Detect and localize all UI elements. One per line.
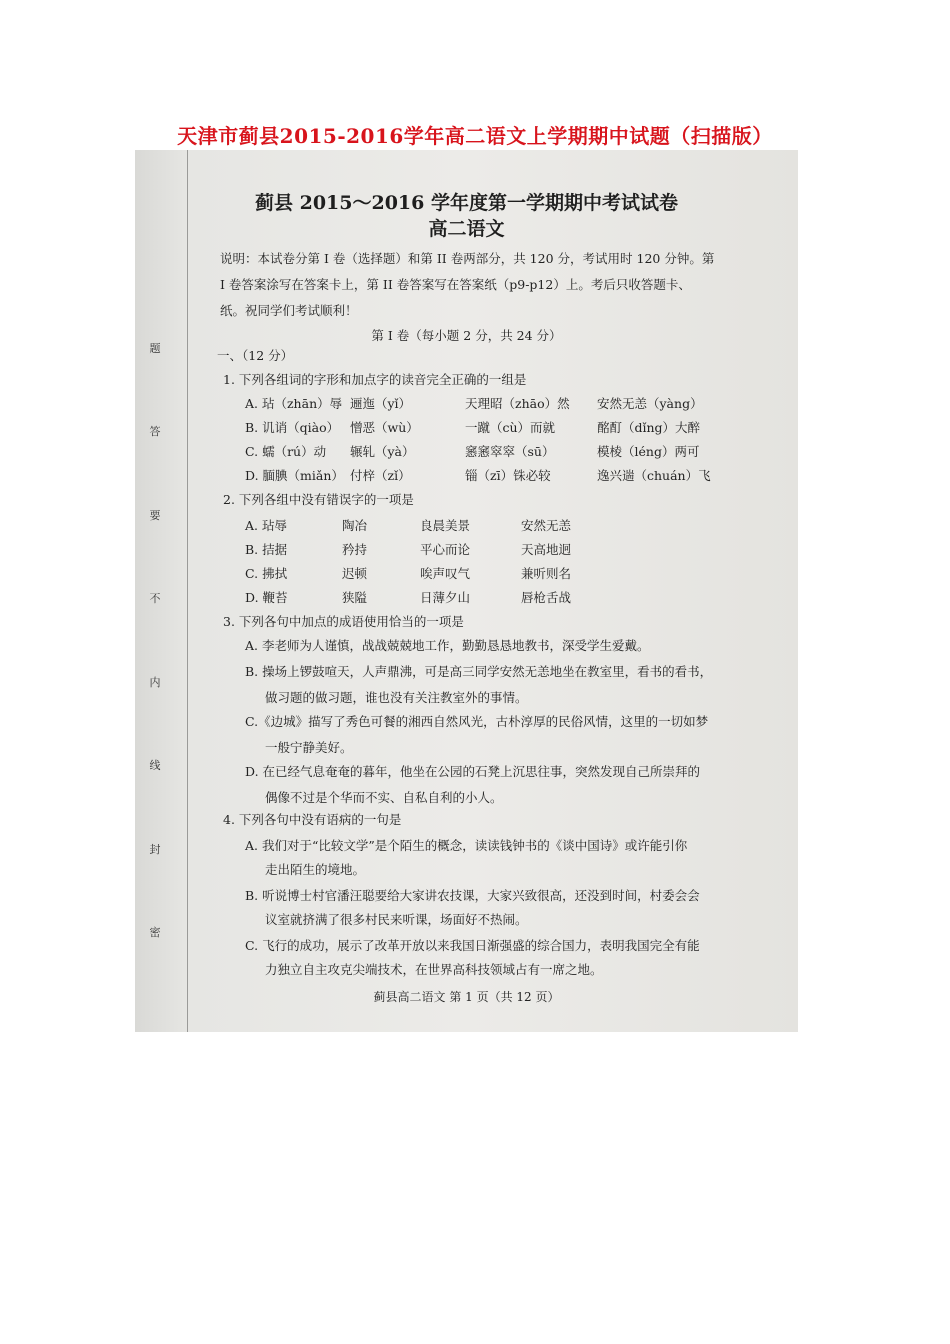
question-1-stem: 1. 下列各组词的字形和加点字的读音完全正确的一组是	[223, 372, 527, 387]
binding-word: 密	[149, 925, 161, 939]
q3-line: 做习题的做习题，谁也没有关注教室外的事情。	[265, 690, 528, 705]
q1-option-b-2: 憎恶（wù）	[350, 420, 419, 435]
binding-margin-text	[147, 340, 163, 940]
q1-option-d-3: 锱（zī）铢必较	[465, 468, 551, 483]
q1-option-c-2: 辗轧（yà）	[350, 444, 415, 459]
binding-margin-line	[187, 150, 188, 1032]
q2-option-a-2: 陶冶	[342, 518, 368, 533]
q2-option-c-4: 兼听则名	[521, 566, 572, 581]
q3-line: 偶像不过是个华而不实、自私自利的小人。	[265, 790, 503, 805]
question-3-stem: 3. 下列各句中加点的成语使用恰当的一项是	[223, 614, 464, 629]
binding-word: 封	[149, 842, 161, 856]
question-2-stem: 2. 下列各组中没有错误字的一项是	[223, 492, 414, 507]
q2-option-b-4: 天高地迥	[521, 542, 572, 557]
binding-word: 线	[149, 759, 161, 773]
binding-word: 要	[149, 508, 161, 522]
q1-option-d-4: 逸兴遄（chuán）飞	[597, 468, 711, 483]
section-heading: 第 I 卷（每小题 2 分，共 24 分）	[371, 328, 562, 343]
q3-line: B. 操场上锣鼓喧天，人声鼎沸，可是高三同学安然无恙地坐在教室里，看书的看书，	[245, 664, 713, 679]
q1-option-a-2: 逦迤（yǐ）	[350, 396, 412, 411]
q2-option-b-3: 平心而论	[420, 542, 471, 557]
part-heading: 一、（12 分）	[217, 348, 294, 363]
q2-option-b-2: 矜持	[342, 542, 368, 557]
q2-option-a-1: A. 玷辱	[245, 518, 287, 533]
q1-option-c-1: C. 蠕（rú）动	[245, 444, 327, 459]
q1-option-c-3: 窸窸窣窣（sū）	[465, 444, 555, 459]
instruction-line: 纸。祝同学们考试顺利！	[220, 303, 358, 318]
q3-line: D. 在已经气息奄奄的暮年，他坐在公园的石凳上沉思往事，突然发现自己所崇拜的	[245, 764, 701, 779]
scanned-exam-page	[135, 150, 798, 1032]
page-footer: 蓟县高二语文 第 1 页（共 12 页）	[373, 990, 560, 1004]
q4-line: A. 我们对于“比较文学”是个陌生的概念，读读钱钟书的《谈中国诗》或许能引你	[245, 838, 688, 853]
q1-option-d-1: D. 腼腆（miǎn）	[245, 468, 344, 483]
binding-word: 不	[149, 592, 161, 606]
q1-option-d-2: 付梓（zǐ）	[350, 468, 411, 483]
document-title: 天津市蓟县2015-2016学年高二语文上学期期中试题（扫描版）	[177, 124, 773, 148]
q2-option-b-1: B. 拮据	[245, 542, 288, 557]
instructions	[220, 246, 760, 324]
q1-option-b-4: 酩酊（dǐng）大醉	[597, 420, 701, 435]
q4-line: 力独立自主攻克尖端技术，在世界高科技领域占有一席之地。	[265, 962, 603, 977]
q4-line: 议室就挤满了很多村民来听课，场面好不热闹。	[265, 912, 528, 927]
q2-option-d-2: 狭隘	[342, 590, 368, 605]
q2-option-c-3: 唉声叹气	[420, 566, 471, 581]
instruction-line: 说明：本试卷分第 I 卷（选择题）和第 II 卷两部分，共 120 分，考试用时 120 分钟。第	[220, 251, 715, 266]
binding-word: 题	[149, 342, 161, 355]
q2-option-a-3: 良晨美景	[420, 518, 471, 533]
q2-option-c-1: C. 拂拭	[245, 566, 288, 581]
binding-word: 答	[149, 425, 161, 439]
q1-option-c-4: 模棱（léng）两可	[597, 444, 700, 459]
exam-subtitle: 高二语文	[428, 218, 505, 240]
q1-option-a-1: A. 玷（zhān）辱	[245, 396, 343, 411]
q3-line: A. 李老师为人谨慎，战战兢兢地工作，勤勤恳恳地教书，深受学生爱戴。	[245, 638, 650, 653]
binding-word: 内	[149, 675, 161, 689]
q1-option-b-3: 一蹴（cù）而就	[465, 420, 556, 435]
instruction-line: I 卷答案涂写在答案卡上，第 II 卷答案写在答案纸（p9-p12）上。考后只收答题卡、	[220, 277, 691, 292]
q4-line: 走出陌生的境地。	[265, 862, 366, 877]
exam-title: 蓟县 2015～2016 学年度第一学期期中考试试卷	[255, 192, 678, 214]
q4-line: C. 飞行的成功，展示了改革开放以来我国日渐强盛的综合国力，表明我国完全有能	[245, 938, 700, 953]
q2-option-d-4: 唇枪舌战	[521, 590, 572, 605]
q2-option-a-4: 安然无恙	[521, 518, 572, 533]
q1-option-a-4: 安然无恙（yàng）	[597, 396, 703, 411]
q3-line: 一般宁静美好。	[265, 740, 353, 755]
q2-option-c-2: 迟顿	[342, 566, 368, 581]
q1-option-a-3: 天理昭（zhāo）然	[465, 396, 570, 411]
q2-option-d-1: D. 鞭苔	[245, 590, 288, 605]
q1-option-b-1: B. 讥诮（qiào）	[245, 420, 340, 435]
q4-line: B. 听说博士村官潘汪聪要给大家讲农技课，大家兴致很高，还没到时间，村委会会	[245, 888, 700, 903]
q2-option-d-3: 日薄夕山	[420, 590, 471, 605]
question-4-stem: 4. 下列各句中没有语病的一句是	[223, 812, 402, 827]
q3-line: C.《边城》描写了秀色可餐的湘西自然风光，古朴淳厚的民俗风情，这里的一切如梦	[245, 714, 709, 729]
